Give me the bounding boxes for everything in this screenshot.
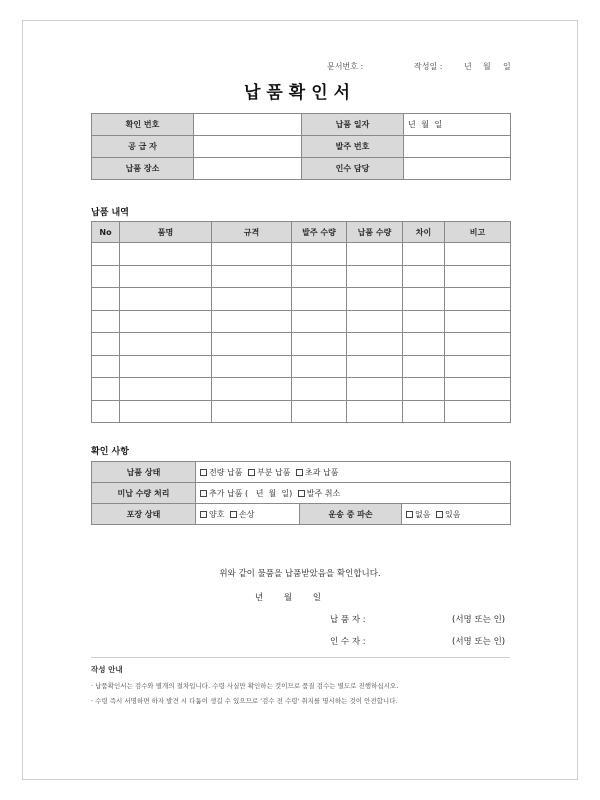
order-no-label: 발주 번호 — [302, 136, 404, 158]
cell-remarks[interactable] — [445, 265, 511, 288]
receiver-field[interactable] — [404, 158, 511, 180]
delivery-no-label: 확인 번호 — [92, 114, 194, 136]
cell-remarks[interactable] — [445, 378, 511, 401]
cell-order-qty[interactable] — [292, 355, 347, 378]
doc-number-label: 문서번호 : — [327, 62, 364, 71]
cell-remarks[interactable] — [445, 400, 511, 423]
supplier-field[interactable] — [194, 136, 302, 158]
document-title: 납품확인서 — [243, 83, 357, 103]
cell-diff[interactable] — [403, 310, 445, 333]
packing-options — [196, 504, 300, 525]
cell-spec[interactable] — [212, 355, 292, 378]
col-header-item: 품명 — [120, 222, 212, 243]
col-header-no: No — [92, 222, 120, 243]
confirm-date[interactable]: 년 월 일 — [255, 593, 322, 603]
cell-remarks[interactable] — [445, 310, 511, 333]
cell-spec[interactable] — [212, 243, 292, 266]
cell-diff[interactable] — [403, 400, 445, 423]
checkbox-icon — [200, 511, 207, 518]
status-option-excess[interactable]: 초과 납품 — [296, 467, 338, 478]
cell-item[interactable] — [120, 243, 212, 266]
damage-options — [402, 504, 511, 525]
cell-spec[interactable] — [212, 400, 292, 423]
delivery-date-label: 납품 일자 — [302, 114, 404, 136]
cell-diff[interactable] — [403, 265, 445, 288]
col-header-spec: 규격 — [212, 222, 292, 243]
table-row — [92, 243, 511, 266]
cell-item[interactable] — [120, 288, 212, 311]
cell-no[interactable] — [92, 243, 120, 266]
cell-no[interactable] — [92, 355, 120, 378]
cell-no[interactable] — [92, 265, 120, 288]
order-no-field[interactable] — [404, 136, 511, 158]
packing-option-damaged[interactable]: 손상 — [230, 509, 254, 520]
cell-delivered-qty[interactable] — [347, 333, 403, 356]
packing-label: 포장 상태 — [92, 504, 196, 525]
cell-spec[interactable] — [212, 288, 292, 311]
damage-option-yes[interactable]: 있음 — [436, 509, 460, 520]
checkbox-icon — [298, 490, 305, 497]
cell-order-qty[interactable] — [292, 265, 347, 288]
cell-diff[interactable] — [403, 288, 445, 311]
cell-diff[interactable] — [403, 333, 445, 356]
notes-title: 작성 안내 — [91, 665, 123, 674]
status-options — [196, 462, 511, 483]
checkbox-icon — [436, 511, 443, 518]
cell-order-qty[interactable] — [292, 288, 347, 311]
undelivered-option-cancel[interactable]: 발주 취소 — [298, 488, 340, 499]
write-date-day: 일 — [503, 62, 511, 71]
cell-remarks[interactable] — [445, 243, 511, 266]
write-date-year: 년 — [464, 62, 472, 71]
undelivered-option-additional[interactable]: 추가 납품 ( 년 월 일) — [200, 488, 292, 499]
undelivered-label: 미납 수량 처리 — [92, 483, 196, 504]
supplier-label: 공 급 자 — [92, 136, 194, 158]
cell-item[interactable] — [120, 400, 212, 423]
table-row — [92, 288, 511, 311]
info-table — [91, 113, 511, 180]
cell-item[interactable] — [120, 265, 212, 288]
cell-remarks[interactable] — [445, 355, 511, 378]
cell-order-qty[interactable] — [292, 378, 347, 401]
deliverer-label: 납 품 자 : — [330, 615, 366, 625]
cell-item[interactable] — [120, 378, 212, 401]
receiver-label: 인수 담당 — [302, 158, 404, 180]
cell-remarks[interactable] — [445, 288, 511, 311]
checkbox-icon — [406, 511, 413, 518]
confirm-statement: 위와 같이 물품을 납품받았음을 확인합니다. — [219, 569, 381, 579]
cell-delivered-qty[interactable] — [347, 243, 403, 266]
cell-no[interactable] — [92, 333, 120, 356]
table-row — [92, 310, 511, 333]
cell-no[interactable] — [92, 310, 120, 333]
status-option-partial[interactable]: 부분 납품 — [248, 467, 290, 478]
table-row — [92, 378, 511, 401]
cell-spec[interactable] — [212, 265, 292, 288]
table-row — [92, 400, 511, 423]
divider — [91, 657, 510, 658]
checkbox-icon — [200, 490, 207, 497]
cell-order-qty[interactable] — [292, 333, 347, 356]
cell-delivered-qty[interactable] — [347, 378, 403, 401]
receiver-sign-label: 인 수 자 : — [330, 637, 366, 647]
checkbox-icon — [230, 511, 237, 518]
items-section-title: 납품 내역 — [91, 208, 129, 218]
delivery-date-field[interactable]: 년 월 일 — [404, 114, 511, 136]
cell-order-qty[interactable] — [292, 400, 347, 423]
cell-delivered-qty[interactable] — [347, 265, 403, 288]
place-field[interactable] — [194, 158, 302, 180]
check-table — [91, 461, 511, 525]
damage-option-none[interactable]: 없음 — [406, 509, 430, 520]
write-date-label: 작성일 : — [414, 62, 443, 71]
undelivered-options — [196, 483, 511, 504]
cell-item[interactable] — [120, 310, 212, 333]
col-header-order-qty: 발주 수량 — [292, 222, 347, 243]
cell-item[interactable] — [120, 355, 212, 378]
table-row — [92, 265, 511, 288]
col-header-remarks: 비고 — [445, 222, 511, 243]
status-label: 납품 상태 — [92, 462, 196, 483]
delivery-no-field[interactable] — [194, 114, 302, 136]
cell-no[interactable] — [92, 400, 120, 423]
col-header-diff: 차이 — [403, 222, 445, 243]
cell-delivered-qty[interactable] — [347, 288, 403, 311]
cell-delivered-qty[interactable] — [347, 355, 403, 378]
checkbox-icon — [296, 469, 303, 476]
cell-spec[interactable] — [212, 333, 292, 356]
place-label: 납품 장소 — [92, 158, 194, 180]
cell-no[interactable] — [92, 288, 120, 311]
checkbox-icon — [200, 469, 207, 476]
table-row — [92, 333, 511, 356]
damage-label: 운송 중 파손 — [300, 504, 402, 525]
note-line: · 수령 즉시 서명하면 하자 발견 시 다툼이 생길 수 있으므로 '검수 전 수령' 취지를 명시하는 것이 안전합니다. — [91, 697, 398, 705]
receiver-sign-hint[interactable]: (서명 또는 인) — [452, 637, 506, 647]
cell-diff[interactable] — [403, 355, 445, 378]
cell-order-qty[interactable] — [292, 310, 347, 333]
cell-no[interactable] — [92, 378, 120, 401]
col-header-delivered-qty: 납품 수량 — [347, 222, 403, 243]
check-section-title: 확인 사항 — [91, 447, 129, 457]
packing-option-good[interactable]: 양호 — [200, 509, 224, 520]
cell-diff[interactable] — [403, 243, 445, 266]
cell-delivered-qty[interactable] — [347, 310, 403, 333]
cell-item[interactable] — [120, 333, 212, 356]
cell-order-qty[interactable] — [292, 243, 347, 266]
items-table — [91, 221, 511, 423]
status-option-full[interactable]: 전량 납품 — [200, 467, 242, 478]
write-date-month: 월 — [483, 62, 491, 71]
note-line: · 납품확인서는 검수와 별개의 절차입니다. 수령 사실만 확인하는 것이므로 품질 검수는 별도로 진행하십시오. — [91, 682, 399, 690]
table-row — [92, 355, 511, 378]
deliverer-sign-hint[interactable]: (서명 또는 인) — [452, 615, 506, 625]
cell-spec[interactable] — [212, 310, 292, 333]
cell-remarks[interactable] — [445, 333, 511, 356]
cell-diff[interactable] — [403, 378, 445, 401]
cell-delivered-qty[interactable] — [347, 400, 403, 423]
checkbox-icon — [248, 469, 255, 476]
cell-spec[interactable] — [212, 378, 292, 401]
